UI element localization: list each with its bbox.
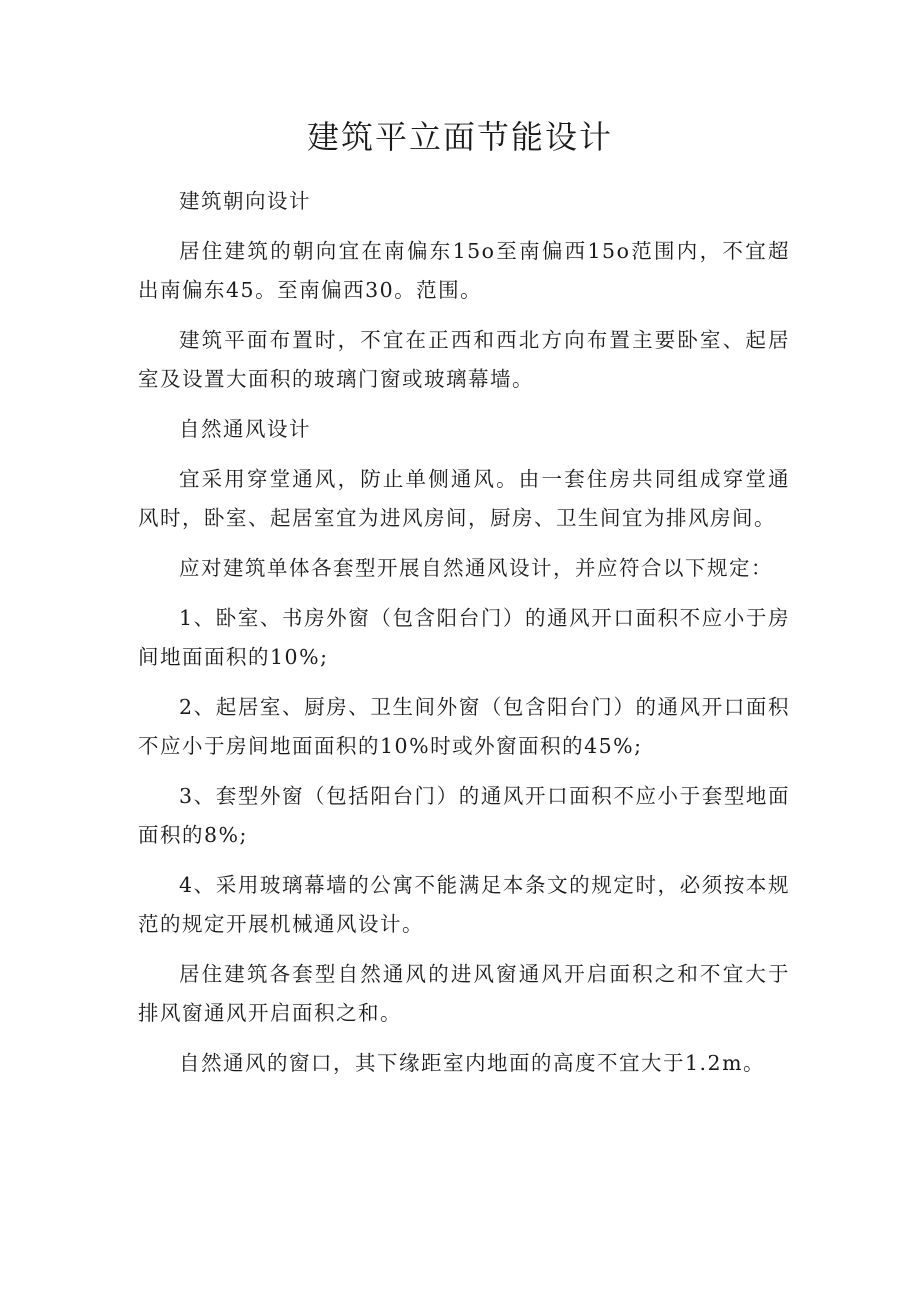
list-item-rule-2: 2、起居室、厨房、卫生间外窗（包含阳台门）的通风开口面积不应小于房间地面面积的10%时或外窗面积的45%; [138, 695, 790, 758]
list-item-rule-4: 4、采用玻璃幕墙的公寓不能满足本条文的规定时，必须按本规范的规定开展机械通风设计。 [138, 873, 790, 936]
paragraph-layout-rule: 建筑平面布置时，不宜在正西和西北方向布置主要卧室、起居室及设置大面积的玻璃门窗或玻璃幕墙。 [138, 328, 790, 391]
section-heading-ventilation: 自然通风设计 [179, 417, 311, 441]
list-item-rule-3: 3、套型外窗（包括阳台门）的通风开口面积不应小于套型地面面积的8%; [138, 784, 790, 847]
paragraph-ventilation-requirements: 应对建筑单体各套型开展自然通风设计，并应符合以下规定： [179, 556, 773, 580]
page-title: 建筑平立面节能设计 [306, 118, 613, 156]
paragraph-window-height: 自然通风的窗口，其下缘距室内地面的高度不宜大于1.2m。 [179, 1051, 766, 1075]
paragraph-cross-ventilation: 宜采用穿堂通风，防止单侧通风。由一套住房共同组成穿堂通风时，卧室、起居室宜为进风房间，厨房、卫生间宜为排风房间。 [138, 467, 790, 530]
section-heading-orientation: 建筑朝向设计 [179, 189, 311, 213]
document-body [138, 182, 790, 1094]
list-item-rule-1: 1、卧室、书房外窗（包含阳台门）的通风开口面积不应小于房间地面面积的10%; [138, 606, 790, 669]
paragraph-orientation-range: 居住建筑的朝向宜在南偏东15o至南偏西15o范围内，不宜超出南偏东45。至南偏西30。范围。 [138, 239, 790, 302]
paragraph-window-area-ratio: 居住建筑各套型自然通风的进风窗通风开启面积之和不宜大于排风窗通风开启面积之和。 [138, 962, 790, 1025]
